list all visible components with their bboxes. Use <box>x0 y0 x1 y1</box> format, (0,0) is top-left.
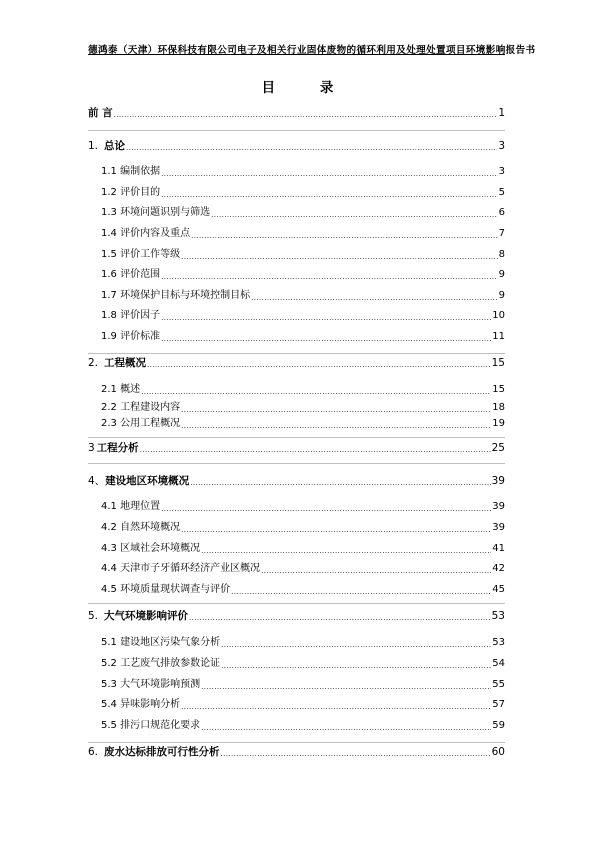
toc-entry-label: 5.3 大气环境影响预测 <box>101 679 201 690</box>
toc-leader-dots <box>231 583 491 597</box>
toc-leader-dots <box>261 562 491 576</box>
toc-entry-label: 1.9 评价标准 <box>101 331 161 342</box>
toc-entry-chapter-6[interactable] <box>88 745 505 759</box>
section-divider <box>88 353 505 354</box>
page-title: 目 录 <box>261 80 354 96</box>
toc-entry-label: 1.6 评价范围 <box>101 269 161 280</box>
toc-leader-dots <box>211 206 498 220</box>
toc-entry-page: 53 <box>492 637 505 648</box>
toc-entry-number: 4、 <box>88 475 106 487</box>
toc-entry-label: 4.5 环境质量现状调查与评价 <box>101 584 231 595</box>
toc-entry-label: 1.8 评价因子 <box>101 310 161 321</box>
toc-entry-page: 10 <box>492 310 505 321</box>
toc-entry-page: 25 <box>491 442 505 454</box>
toc-entry-1-3[interactable] <box>101 206 505 220</box>
toc-entry-page: 42 <box>492 563 505 574</box>
toc-entry-page: 57 <box>492 699 505 710</box>
toc-leader-dots <box>114 106 498 120</box>
toc-entry-number: 1. <box>88 140 99 152</box>
toc-entry-label: 1.3 环境问题识别与筛选 <box>101 207 211 218</box>
toc-leader-dots <box>221 636 491 650</box>
toc-leader-dots <box>181 417 491 431</box>
toc-entry-label: 2.1 概述 <box>101 384 141 395</box>
toc-leader-dots <box>161 268 498 282</box>
toc-entry-page: 11 <box>492 331 505 342</box>
toc-entry-5-1[interactable] <box>101 636 505 650</box>
toc-entry-page: 39 <box>492 522 505 533</box>
toc-entry-2-3[interactable] <box>101 417 505 431</box>
toc-entry-page: 60 <box>491 746 505 758</box>
toc-leader-dots <box>201 542 491 556</box>
toc-leader-dots <box>201 678 491 692</box>
toc-entry-1-5[interactable] <box>101 248 505 262</box>
toc-entry-5-3[interactable] <box>101 678 505 692</box>
toc-entry-page: 55 <box>492 679 505 690</box>
toc-entry-page: 53 <box>491 610 505 622</box>
toc-entry-chapter-3[interactable] <box>88 441 505 455</box>
toc-entry-4-5[interactable] <box>101 583 505 597</box>
toc-leader-dots <box>201 719 491 733</box>
toc-entry-1-7[interactable] <box>101 289 505 303</box>
toc-entry-page: 1 <box>498 107 505 119</box>
toc-leader-dots <box>181 521 491 535</box>
toc-entry-1-1[interactable] <box>101 165 505 179</box>
toc-entry-chapter-1[interactable] <box>88 139 505 153</box>
toc-entry-page: 15 <box>491 357 505 369</box>
toc-entry-label: 5.4 异味影响分析 <box>101 699 181 710</box>
toc-entry-page: 15 <box>492 384 505 395</box>
toc-entry-4-4[interactable] <box>101 562 505 576</box>
toc-entry-label: 4.3 区域社会环境概况 <box>101 543 201 554</box>
toc-entry-label: 1.5 评价工作等级 <box>101 249 181 260</box>
toc-entry-page: 7 <box>498 228 505 239</box>
toc-leader-dots <box>161 330 491 344</box>
toc-entry-label: 1.2 评价目的 <box>101 187 161 198</box>
toc-entry-label: 4.1 地理位置 <box>101 501 161 512</box>
section-divider <box>88 742 505 743</box>
toc-entry-label: 2.2 工程建设内容 <box>101 402 181 413</box>
toc-entry-page: 3 <box>498 140 505 152</box>
toc-entry-page: 39 <box>491 475 505 487</box>
toc-entry-label: 1.1 编制依据 <box>101 166 161 177</box>
toc-leader-dots <box>181 248 498 262</box>
toc-entry-1-4[interactable] <box>101 227 505 241</box>
toc-entry-1-6[interactable] <box>101 268 505 282</box>
toc-leader-dots <box>189 609 491 623</box>
toc-entry-4-2[interactable] <box>101 521 505 535</box>
section-divider <box>88 437 505 438</box>
section-divider <box>88 130 505 131</box>
toc-entry-5-4[interactable] <box>101 698 505 712</box>
toc-entry-page: 39 <box>492 501 505 512</box>
running-header <box>88 38 536 56</box>
toc-entry-label: 建设地区环境概况 <box>105 475 190 487</box>
toc-leader-dots <box>161 500 491 514</box>
toc-entry-label: 5.5 排污口规范化要求 <box>101 720 201 731</box>
toc-entry-number: 5. <box>88 610 99 622</box>
toc-entry-page: 5 <box>498 187 505 198</box>
toc-entry-page: 8 <box>498 249 505 260</box>
toc-leader-dots <box>126 139 497 153</box>
toc-entry-label: 工程分析 <box>96 442 139 454</box>
toc-entry-1-2[interactable] <box>101 186 505 200</box>
toc-entry-4-3[interactable] <box>101 542 505 556</box>
toc-entry-5-5[interactable] <box>101 719 505 733</box>
toc-entry-label: 前 言 <box>88 107 113 119</box>
toc-entry-label: 1.7 环境保护目标与环境控制目标 <box>101 290 251 301</box>
toc-leader-dots <box>221 657 491 671</box>
toc-entry-label: 1.4 评价内容及重点 <box>101 228 191 239</box>
toc-entry-label: 工程概况 <box>104 357 147 369</box>
toc-entry-label: 总论 <box>104 140 126 152</box>
running-header-text: 德鸿泰（天津）环保科技有限公司电子及相关行业固体废物的循环利用及处理处置项目环境影响报告书 <box>88 45 536 56</box>
toc-entry-2-1[interactable] <box>101 383 505 397</box>
toc-entry-page: 41 <box>492 543 505 554</box>
toc-entry-5-2[interactable] <box>101 657 505 671</box>
toc-leader-dots <box>181 698 491 712</box>
toc-entry-label: 4.2 自然环境概况 <box>101 522 181 533</box>
toc-entry-number: 6. <box>88 746 99 758</box>
toc-entry-page: 3 <box>498 166 505 177</box>
toc-entry-page: 9 <box>498 269 505 280</box>
toc-entry-label: 4.4 天津市子牙循环经济产业区概况 <box>101 563 261 574</box>
toc-leader-dots <box>181 401 491 415</box>
toc-leader-dots <box>147 356 491 370</box>
toc-entry-4-1[interactable] <box>101 500 505 514</box>
toc-leader-dots <box>190 474 490 488</box>
toc-leader-dots <box>221 745 491 759</box>
toc-entry-page: 9 <box>498 290 505 301</box>
toc-entry-1-8[interactable] <box>101 309 505 323</box>
toc-leader-dots <box>161 186 498 200</box>
toc-entry-page: 54 <box>492 658 505 669</box>
toc-entry-2-2[interactable] <box>101 401 505 415</box>
toc-entry-label: 废水达标排放可行性分析 <box>104 746 220 758</box>
toc-entry-preface[interactable] <box>88 106 505 120</box>
toc-entry-page: 18 <box>492 402 505 413</box>
toc-entry-page: 19 <box>492 418 505 429</box>
toc-entry-label: 2.3 公用工程概况 <box>101 418 181 429</box>
toc-entry-chapter-2[interactable] <box>88 356 505 370</box>
toc-entry-chapter-5[interactable] <box>88 609 505 623</box>
toc-entry-number: 3 <box>88 442 95 454</box>
toc-leader-dots <box>251 289 498 303</box>
toc-entry-label: 5.1 建设地区污染气象分析 <box>101 637 221 648</box>
toc-entry-label: 大气环境影响评价 <box>104 610 189 622</box>
toc-leader-dots <box>141 383 491 397</box>
section-divider <box>88 603 505 604</box>
toc-entry-number: 2. <box>88 357 99 369</box>
toc-leader-dots <box>161 165 498 179</box>
toc-entry-label: 5.2 工艺废气排放参数论证 <box>101 658 221 669</box>
toc-entry-chapter-4[interactable] <box>88 474 505 488</box>
toc-entry-page: 6 <box>498 207 505 218</box>
toc-entry-page: 59 <box>492 720 505 731</box>
toc-entry-page: 45 <box>492 584 505 595</box>
section-divider <box>88 463 505 464</box>
toc-leader-dots <box>191 227 498 241</box>
toc-leader-dots <box>161 309 491 323</box>
toc-entry-1-9[interactable] <box>101 330 505 344</box>
toc-leader-dots <box>140 441 491 455</box>
